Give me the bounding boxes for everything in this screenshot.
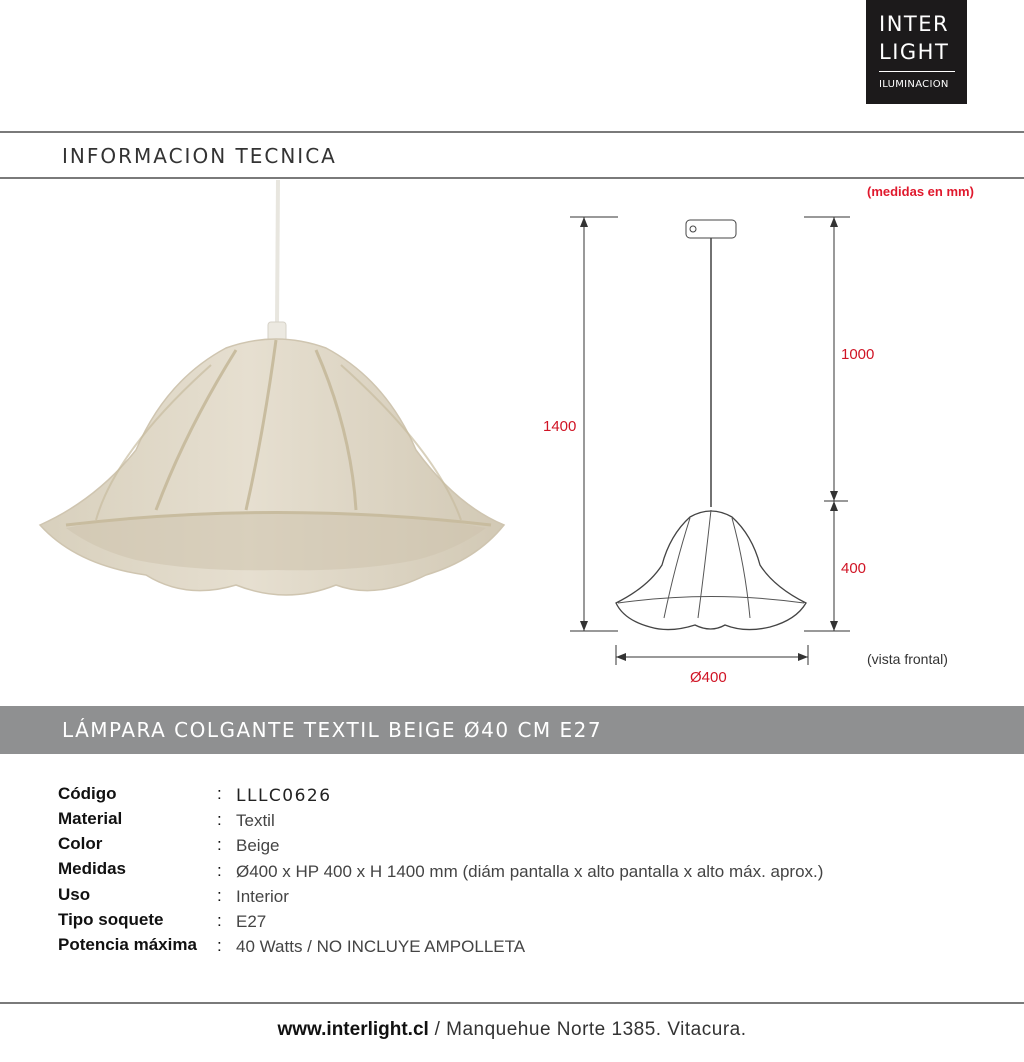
spec-label-power: Potencia máxima bbox=[58, 935, 197, 954]
spec-colon: : bbox=[217, 936, 222, 955]
footer-website-link[interactable]: www.interlight.cl bbox=[277, 1019, 429, 1040]
spec-colon: : bbox=[217, 861, 222, 880]
top-divider bbox=[0, 131, 1024, 133]
spec-value-code: LLLC0626 bbox=[236, 786, 332, 806]
spec-value-material: Textil bbox=[236, 811, 275, 830]
product-title: LÁMPARA COLGANTE TEXTIL BEIGE Ø40 CM E27 bbox=[62, 718, 603, 742]
spec-label-color: Color bbox=[58, 834, 103, 853]
spec-colon: : bbox=[217, 911, 222, 930]
section-divider bbox=[0, 177, 1024, 179]
product-photo bbox=[36, 180, 516, 620]
spec-colon: : bbox=[217, 784, 222, 803]
spec-label-socket: Tipo soquete bbox=[58, 910, 164, 929]
shade-height-label: 400 bbox=[841, 560, 867, 577]
logo-divider bbox=[879, 71, 955, 72]
spec-label-code: Código bbox=[58, 784, 117, 803]
spec-colon: : bbox=[217, 886, 222, 905]
spec-label-use: Uso bbox=[58, 885, 91, 904]
logo-line-2: LIGHT bbox=[879, 40, 950, 64]
spec-value-color: Beige bbox=[236, 836, 280, 855]
spec-value-use: Interior bbox=[236, 887, 289, 906]
spec-value-socket: E27 bbox=[236, 912, 267, 931]
spec-colon: : bbox=[217, 835, 222, 854]
spec-colon: : bbox=[217, 810, 222, 829]
diameter-label: Ø400 bbox=[690, 669, 727, 686]
spec-value-power: 40 Watts / NO INCLUYE AMPOLLETA bbox=[236, 937, 526, 956]
footer bbox=[0, 1019, 1024, 1041]
units-note: (medidas en mm) bbox=[867, 184, 974, 199]
footer-address: / Manquehue Norte 1385. Vitacura. bbox=[428, 1019, 747, 1040]
logo-line-1: INTER bbox=[879, 12, 950, 36]
footer-divider bbox=[0, 1002, 1024, 1004]
logo-line-3: ILUMINACION bbox=[879, 79, 949, 90]
brand-logo bbox=[866, 0, 967, 104]
spec-label-dimensions: Medidas bbox=[58, 859, 127, 878]
product-title-band bbox=[0, 706, 1024, 754]
spec-label-material: Material bbox=[58, 809, 123, 828]
technical-drawing bbox=[560, 205, 860, 685]
view-note: (vista frontal) bbox=[867, 651, 948, 667]
section-title: INFORMACION TECNICA bbox=[62, 144, 337, 168]
spec-value-dimensions: Ø400 x HP 400 x H 1400 mm (diám pantalla x alto pantalla x alto máx. aprox.) bbox=[236, 862, 824, 881]
total-height-label: 1400 bbox=[543, 418, 577, 435]
cable-length-label: 1000 bbox=[841, 346, 875, 363]
